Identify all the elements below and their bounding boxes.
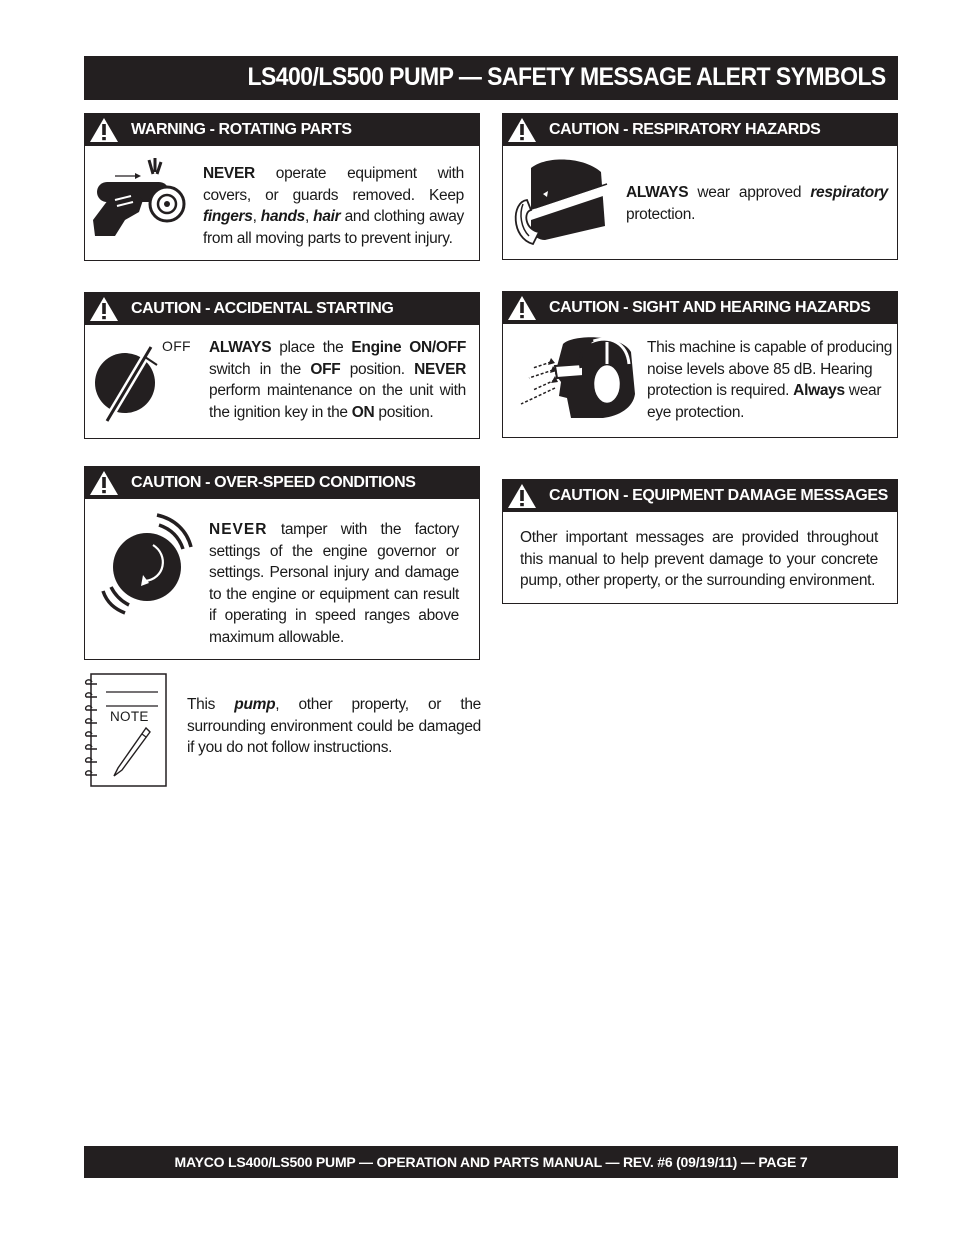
over-speed-text: NEVER tamper with the factory settings of the engine governor or settings. Personal injury and damage to the engine or equipment can result if operating in speed ranges above maximum allowable. bbox=[209, 521, 459, 646]
equipment-damage-text: Other important messages are provided throughout this manual to help prevent damage to your concrete pump, other property, or the surrounding environment. bbox=[520, 529, 878, 589]
respirator-head-icon bbox=[509, 156, 609, 248]
governor-speed-dial-icon bbox=[97, 511, 197, 615]
alert-triangle-icon bbox=[507, 483, 537, 509]
off-label: OFF bbox=[162, 338, 191, 354]
note-text: This pump, other property, or the surrounding environment could be damaged if you do not follow instructions. bbox=[187, 696, 482, 756]
page-title-bar bbox=[84, 56, 898, 100]
box-header bbox=[85, 467, 479, 499]
box-header-label: WARNING - ROTATING PARTS bbox=[131, 121, 352, 138]
box-header-label: CAUTION - ACCIDENTAL STARTING bbox=[131, 300, 394, 317]
rotating-parts-hand-icon bbox=[91, 156, 191, 236]
box-header bbox=[503, 480, 897, 512]
rotating-parts-text: NEVER operate equipment with covers, or guards removed. Keep fingers, hands, hair and clothing away from all moving parts to prevent injury. bbox=[203, 165, 464, 247]
box-header-label: CAUTION - OVER-SPEED CONDITIONS bbox=[131, 474, 416, 491]
sight-hearing-text: This machine is capable of producing noise levels above 85 dB. Hearing protection is required. Always wear eye protection. bbox=[647, 339, 893, 421]
box-header-label: CAUTION - RESPIRATORY HAZARDS bbox=[549, 121, 821, 138]
alert-triangle-icon bbox=[89, 117, 119, 143]
alert-triangle-icon bbox=[89, 470, 119, 496]
ear-and-eye-protection-icon bbox=[511, 334, 641, 420]
box-header bbox=[503, 114, 897, 146]
box-header bbox=[503, 292, 897, 324]
box-header bbox=[85, 293, 479, 325]
note-notepad-icon bbox=[84, 672, 168, 788]
caution-over-speed-box bbox=[84, 466, 480, 660]
accidental-starting-text: ALWAYS place the Engine ON/OFF switch in the OFF position. NEVER perform maintenance on the unit with the ignition key in the ON position. bbox=[209, 339, 466, 421]
alert-triangle-icon bbox=[507, 295, 537, 321]
caution-sight-hearing-box bbox=[502, 291, 898, 438]
note-label: NOTE bbox=[110, 709, 149, 724]
caution-accidental-starting-box bbox=[84, 292, 480, 439]
caution-respiratory-box bbox=[502, 113, 898, 260]
caution-equipment-damage-box bbox=[502, 479, 898, 604]
box-header-label: CAUTION - EQUIPMENT DAMAGE MESSAGES bbox=[549, 487, 888, 504]
footer-text: MAYCO LS400/LS500 PUMP — OPERATION AND PARTS MANUAL — REV. #6 (09/19/11) — PAGE 7 bbox=[174, 1154, 808, 1170]
alert-triangle-icon bbox=[89, 296, 119, 322]
alert-triangle-icon bbox=[507, 117, 537, 143]
box-header bbox=[85, 114, 479, 146]
respiratory-text: ALWAYS wear approved respiratory protection. bbox=[626, 184, 888, 223]
footer-bar bbox=[84, 1146, 898, 1178]
warning-rotating-parts-box bbox=[84, 113, 480, 261]
page-title: LS400/LS500 PUMP — SAFETY MESSAGE ALERT SYMBOLS bbox=[247, 63, 886, 91]
box-header-label: CAUTION - SIGHT AND HEARING HAZARDS bbox=[549, 299, 871, 316]
